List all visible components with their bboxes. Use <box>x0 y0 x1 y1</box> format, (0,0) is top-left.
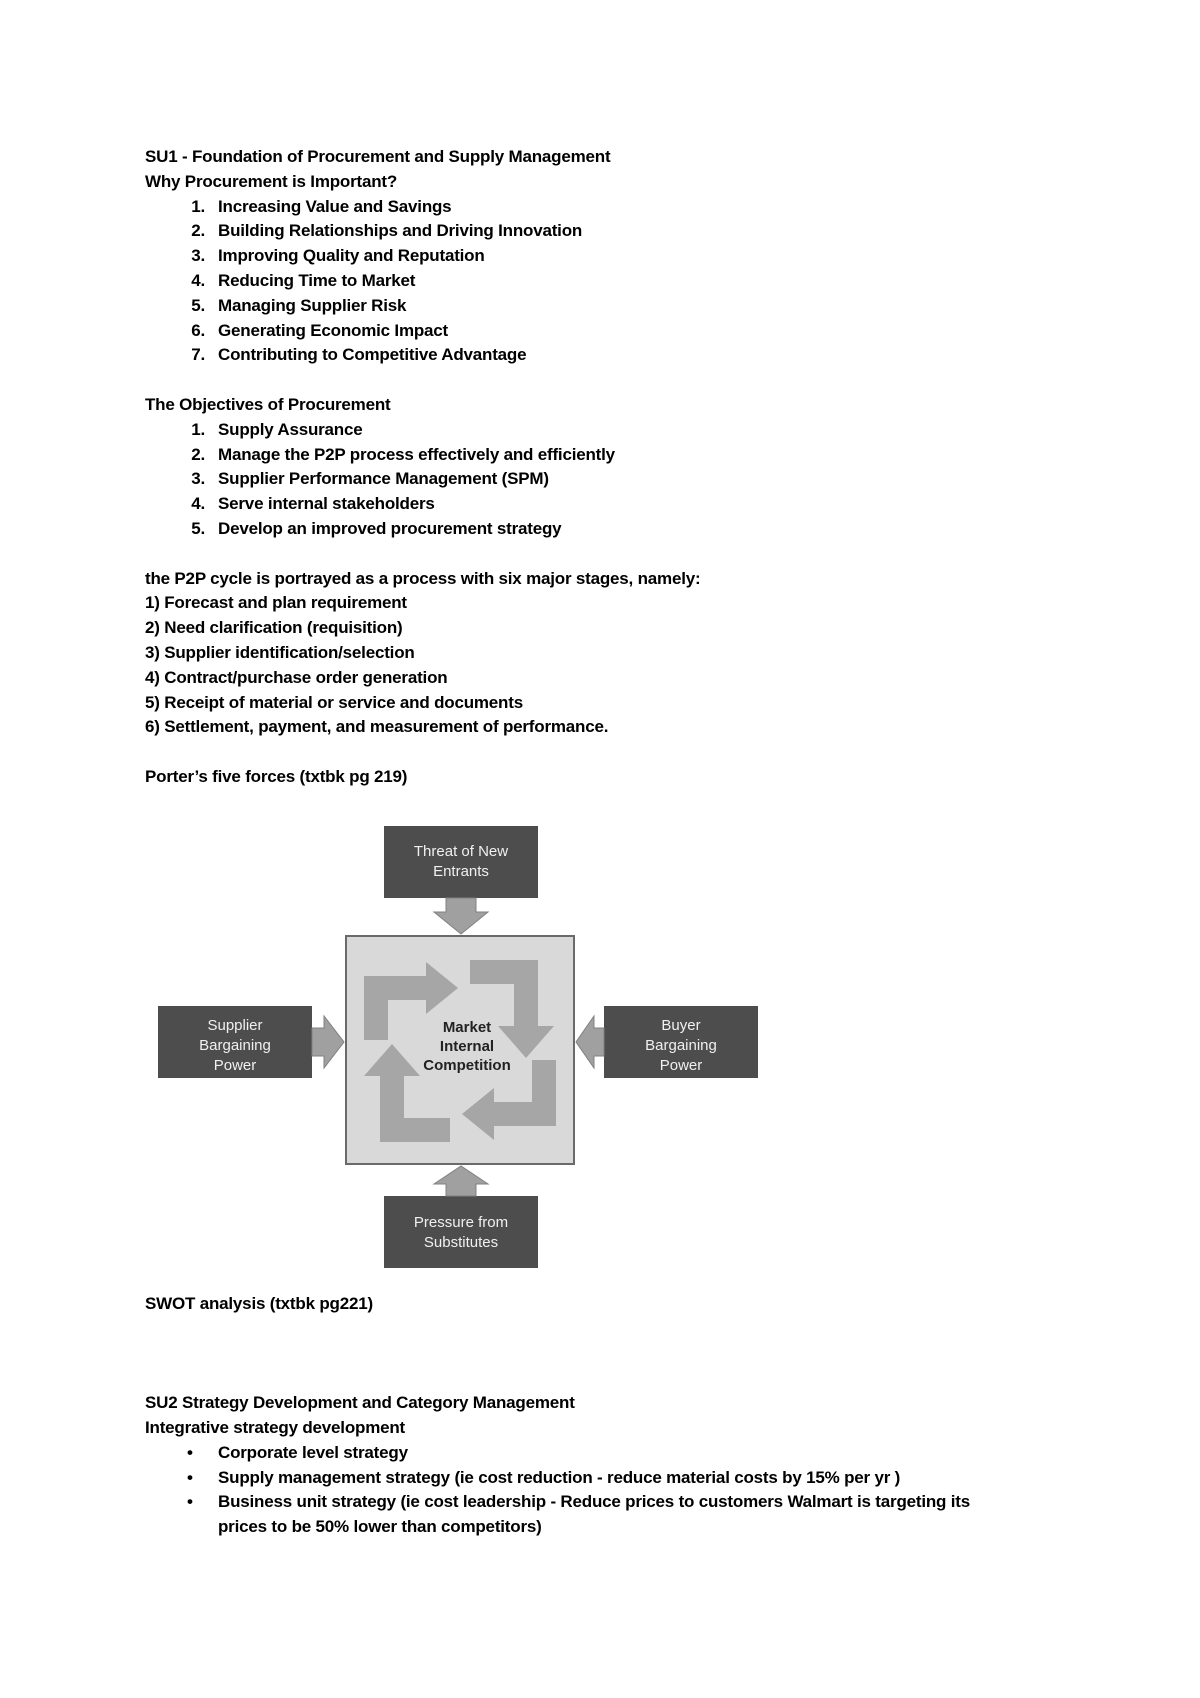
list-item: 1. Supply Assurance <box>191 419 363 439</box>
list-item: 3. Improving Quality and Reputation <box>191 246 485 266</box>
bullet-icon: • <box>187 1442 193 1462</box>
list-item: 5. Develop an improved procurement strategy <box>191 518 562 538</box>
bottom-box-label-1: Pressure from <box>413 1214 509 1231</box>
document-body-continued <box>145 1292 1065 1540</box>
list-item: 5. Managing Supplier Risk <box>191 295 407 315</box>
porter-heading: Porter’s five forces (txtbk pg 219) <box>145 766 408 786</box>
integrative-heading: Integrative strategy development <box>145 1417 406 1437</box>
top-box-label-2: Entrants <box>433 863 489 880</box>
down-arrow-icon <box>434 898 488 934</box>
su2-title: SU2 Strategy Development and Category Management <box>145 1393 575 1413</box>
p2p-stage: 5) Receipt of material or service and documents <box>145 692 523 712</box>
objectives-list <box>145 418 1065 542</box>
p2p-stage: 3) Supplier identification/selection <box>145 642 415 662</box>
center-label-3: Competition <box>423 1057 511 1074</box>
bullet-icon: • <box>187 1492 193 1512</box>
right-arrow-icon <box>312 1016 344 1068</box>
right-box-label-3: Power <box>659 1057 703 1074</box>
left-arrow-icon <box>576 1016 604 1068</box>
p2p-stage: 6) Settlement, payment, and measurement of performance. <box>145 717 609 737</box>
list-item: 6. Generating Economic Impact <box>191 320 449 340</box>
list-item: 3. Supplier Performance Management (SPM) <box>191 469 549 489</box>
list-item: 7. Contributing to Competitive Advantage <box>191 345 527 365</box>
right-box-label-2: Bargaining <box>645 1037 717 1054</box>
threat-new-entrants-box <box>384 826 538 898</box>
swot-heading: SWOT analysis (txtbk pg221) <box>145 1294 373 1313</box>
list-item: 1. Increasing Value and Savings <box>191 196 452 216</box>
bottom-box-label-2: Substitutes <box>423 1234 499 1251</box>
strategy-bullet-list <box>145 1441 1065 1540</box>
porter-five-forces-diagram <box>158 826 766 1268</box>
list-item: 2. Building Relationships and Driving Innovation <box>191 221 583 241</box>
left-box-label-2: Bargaining <box>199 1037 271 1054</box>
list-item: • Supply management strategy (ie cost reduction - reduce material costs by 15% per yr ) <box>145 1466 1065 1491</box>
list-item: 4. Reducing Time to Market <box>191 270 416 290</box>
top-box-label-1: Threat of New <box>413 843 509 860</box>
list-item: 4. Serve internal stakeholders <box>191 494 435 514</box>
su1-title: SU1 - Foundation of Procurement and Supply Management <box>145 147 611 166</box>
bullet-icon: • <box>187 1467 193 1487</box>
list-item: • Business unit strategy (ie cost leadership - Reduce prices to customers Walmart is targeting its prices to be 50% lower than competitors) <box>187 1492 970 1537</box>
why-list <box>145 195 1065 369</box>
p2p-heading: the P2P cycle is portrayed as a process with six major stages, namely: <box>145 568 701 588</box>
up-arrow-icon <box>434 1166 488 1196</box>
pressure-substitutes-box <box>384 1196 538 1268</box>
why-heading: Why Procurement is Important? <box>145 171 398 191</box>
p2p-stage: 1) Forecast and plan requirement <box>145 593 407 613</box>
list-item: • Corporate level strategy <box>145 1441 1065 1466</box>
p2p-stage: 4) Contract/purchase order generation <box>145 667 448 687</box>
document-body <box>145 145 1065 790</box>
left-box-label-1: Supplier <box>207 1017 263 1034</box>
left-box-label-3: Power <box>213 1057 257 1074</box>
p2p-stage: 2) Need clarification (requisition) <box>145 618 403 638</box>
list-item: 2. Manage the P2P process effectively and efficiently <box>191 444 615 464</box>
center-label-2: Internal <box>439 1038 495 1055</box>
center-label-1: Market <box>442 1019 492 1036</box>
objectives-heading: The Objectives of Procurement <box>145 394 391 414</box>
right-box-label-1: Buyer <box>661 1017 701 1034</box>
